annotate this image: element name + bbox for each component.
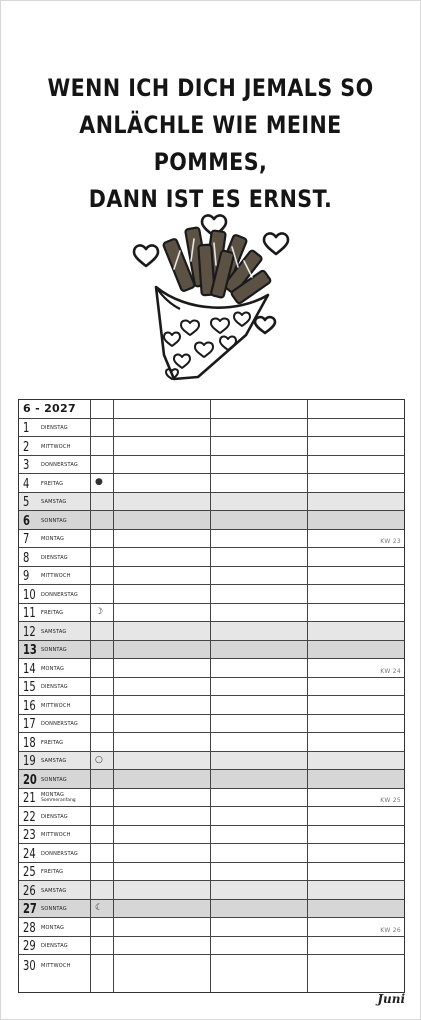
entry-cell-person-1[interactable] — [114, 678, 211, 696]
weekday-name: FREITAG — [41, 480, 64, 487]
fries-cone-with-hearts-icon — [128, 195, 298, 385]
weekday-name: MONTAG — [41, 536, 65, 542]
moon-phase-cell — [91, 604, 114, 622]
day-label-cell — [19, 696, 91, 714]
header-cell-person-3[interactable] — [308, 400, 404, 418]
moon-phase-cell — [91, 511, 114, 529]
entry-cell-person-1[interactable] — [114, 511, 211, 529]
calendar-week-label: KW 25 — [380, 797, 401, 804]
moon-phase-cell — [91, 696, 114, 714]
moon-phase-cell — [91, 715, 114, 733]
day-label-cell — [19, 918, 91, 936]
month-calendar-grid — [18, 399, 405, 993]
moon-phase-cell — [91, 733, 114, 751]
day-label-cell — [19, 844, 91, 862]
weekday-name: DONNERSTAG — [41, 591, 78, 598]
entry-cell-person-2[interactable] — [211, 548, 308, 566]
day-name-group — [41, 792, 76, 806]
day-label-cell — [19, 937, 91, 955]
day-number: 11 — [23, 606, 36, 621]
entry-cell-person-1[interactable] — [114, 937, 211, 955]
entry-cell-person-2[interactable] — [211, 844, 308, 862]
day-number: 2 — [23, 439, 30, 455]
day-label-cell — [19, 419, 91, 437]
calendar-day-row — [19, 881, 404, 900]
calendar-week-label: KW 26 — [380, 926, 401, 934]
moon-phase-icon: ○ — [95, 754, 103, 765]
entry-cell-person-1[interactable] — [114, 585, 211, 603]
entry-cell-person-1[interactable] — [114, 918, 211, 936]
moon-phase-icon: ☽ — [95, 606, 104, 617]
weekday-name: SONNTAG — [41, 647, 67, 653]
weekday-name: DONNERSTAG — [41, 462, 78, 468]
entry-cell-person-2[interactable] — [211, 955, 308, 974]
calendar-day-row — [19, 752, 404, 771]
day-number: 29 — [23, 939, 36, 954]
entry-cell-person-2[interactable] — [211, 419, 308, 437]
weekday-name: MITTWOCH — [41, 832, 71, 838]
day-label-cell — [19, 437, 91, 455]
entry-cell-person-3[interactable] — [308, 733, 404, 751]
entry-cell-person-1[interactable] — [114, 604, 211, 622]
header-cell-person-2[interactable] — [211, 400, 308, 418]
entry-cell-person-3[interactable] — [308, 678, 404, 696]
calendar-day-row — [19, 604, 404, 623]
day-label-cell — [19, 789, 91, 807]
entry-cell-person-2[interactable] — [211, 622, 308, 640]
moon-phase-cell — [91, 900, 114, 918]
day-number: 6 — [23, 513, 30, 529]
day-number: 7 — [23, 532, 30, 547]
day-label-cell — [19, 881, 91, 899]
day-number: 19 — [23, 754, 36, 769]
moon-phase-cell — [91, 474, 114, 492]
day-number: 13 — [23, 643, 37, 658]
entry-cell-person-2[interactable] — [211, 456, 308, 474]
calendar-day-row — [19, 622, 404, 641]
calendar-day-row — [19, 863, 404, 882]
day-label-cell — [19, 456, 91, 474]
entry-cell-person-3[interactable] — [308, 844, 404, 862]
entry-cell-person-3[interactable] — [308, 789, 404, 807]
weekday-name: SONNTAG — [41, 906, 67, 912]
entry-cell-person-1[interactable] — [114, 659, 211, 677]
entry-cell-person-1[interactable] — [114, 955, 211, 974]
day-number: 27 — [23, 902, 37, 917]
entry-cell-person-1[interactable] — [114, 826, 211, 844]
entry-cell-person-1[interactable] — [114, 900, 211, 918]
weekday-name: DIENSTAG — [41, 813, 68, 820]
header-cell-person-1[interactable] — [114, 400, 211, 418]
entry-cell-person-3[interactable] — [308, 659, 404, 677]
weekday-name: FREITAG — [41, 739, 64, 746]
entry-cell-person-1[interactable] — [114, 548, 211, 566]
entry-cell-person-3[interactable] — [308, 493, 404, 511]
calendar-day-row — [19, 511, 404, 530]
entry-cell-person-1[interactable] — [114, 456, 211, 474]
moon-phase-icon: ☾ — [95, 902, 104, 913]
calendar-day-row — [19, 678, 404, 697]
day-number: 17 — [23, 717, 36, 732]
moon-phase-cell — [91, 493, 114, 511]
weekday-name: DIENSTAG — [41, 425, 68, 431]
entry-cell-person-2[interactable] — [211, 696, 308, 714]
entry-cell-person-1[interactable] — [114, 733, 211, 751]
entry-cell-person-3[interactable] — [308, 715, 404, 733]
entry-cell-person-2[interactable] — [211, 826, 308, 844]
moon-phase-cell — [91, 918, 114, 936]
calendar-day-row — [19, 437, 404, 456]
calendar-day-row — [19, 900, 404, 919]
entry-cell-person-3[interactable] — [308, 585, 404, 603]
moon-phase-cell — [91, 955, 114, 974]
entry-cell-person-2[interactable] — [211, 604, 308, 622]
weekday-name: MITTWOCH — [41, 573, 71, 579]
day-number: 22 — [23, 809, 36, 825]
moon-phase-cell — [91, 826, 114, 844]
entry-cell-person-2[interactable] — [211, 678, 308, 696]
entry-cell-person-1[interactable] — [114, 641, 211, 659]
weekday-name: DIENSTAG — [41, 684, 68, 690]
day-label-cell — [19, 900, 91, 918]
calendar-day-row — [19, 696, 404, 715]
calendar-day-row — [19, 733, 404, 752]
calendar-day-row — [19, 419, 404, 438]
entry-cell-person-1[interactable] — [114, 567, 211, 585]
entry-cell-person-3[interactable] — [308, 881, 404, 899]
entry-cell-person-2[interactable] — [211, 474, 308, 492]
day-number: 28 — [23, 920, 36, 936]
day-label-cell — [19, 641, 91, 659]
entry-cell-person-2[interactable] — [211, 511, 308, 529]
weekday-name: FREITAG — [41, 869, 64, 875]
moon-phase-cell — [91, 437, 114, 455]
entry-cell-person-2[interactable] — [211, 530, 308, 548]
calendar-day-row — [19, 955, 404, 974]
entry-cell-person-2[interactable] — [211, 733, 308, 751]
day-number: 14 — [23, 661, 36, 677]
moon-phase-cell — [91, 937, 114, 955]
entry-cell-person-1[interactable] — [114, 493, 211, 511]
entry-cell-person-3[interactable] — [308, 641, 404, 659]
entry-cell-person-2[interactable] — [211, 881, 308, 899]
weekday-name: MITTWOCH — [41, 962, 71, 969]
entry-cell-person-2[interactable] — [211, 937, 308, 955]
day-number: 8 — [23, 550, 30, 566]
moon-phase-cell — [91, 419, 114, 437]
moon-phase-cell — [91, 641, 114, 659]
day-number: 16 — [23, 698, 36, 714]
day-label-cell — [19, 530, 91, 548]
moon-phase-cell — [91, 567, 114, 585]
entry-cell-person-2[interactable] — [211, 659, 308, 677]
month-label: 6 - 2027 — [19, 400, 91, 418]
day-label-cell — [19, 585, 91, 603]
day-number: 26 — [23, 883, 36, 899]
entry-cell-person-3[interactable] — [308, 511, 404, 529]
calendar-day-row — [19, 456, 404, 475]
calendar-header-row — [19, 400, 404, 419]
day-number: 20 — [23, 772, 37, 788]
calendar-day-row — [19, 826, 404, 845]
weekday-name: MITTWOCH — [41, 702, 71, 709]
calendar-day-row — [19, 844, 404, 863]
entry-cell-person-2[interactable] — [211, 585, 308, 603]
entry-cell-person-1[interactable] — [114, 696, 211, 714]
entry-cell-person-3[interactable] — [308, 696, 404, 714]
moon-phase-cell — [91, 530, 114, 548]
entry-cell-person-1[interactable] — [114, 881, 211, 899]
calendar-day-row — [19, 548, 404, 567]
entry-cell-person-2[interactable] — [211, 900, 308, 918]
day-label-cell — [19, 733, 91, 751]
day-number: 3 — [23, 458, 30, 473]
empty-moon-cell — [91, 974, 114, 993]
entry-cell-person-1[interactable] — [114, 752, 211, 770]
moon-phase-cell — [91, 807, 114, 825]
day-number: 30 — [23, 958, 36, 974]
entry-cell-person-1[interactable] — [114, 437, 211, 455]
calendar-empty-row — [19, 974, 404, 993]
calendar-day-row — [19, 918, 404, 937]
day-label-cell — [19, 511, 91, 529]
weekday-name: SONNTAG — [41, 776, 67, 783]
calendar-day-row — [19, 493, 404, 512]
weekday-name: MITTWOCH — [41, 443, 71, 450]
weekday-name: MONTAG — [41, 665, 65, 672]
entry-cell-person-3[interactable] — [308, 530, 404, 548]
weekday-name: DONNERSTAG — [41, 850, 78, 857]
entry-cell-person-3[interactable] — [308, 604, 404, 622]
moon-phase-cell — [91, 585, 114, 603]
entry-cell-person-3[interactable] — [308, 955, 404, 974]
entry-cell-person-3[interactable] — [308, 567, 404, 585]
day-number: 23 — [23, 828, 36, 843]
entry-cell-person-2[interactable] — [211, 493, 308, 511]
entry-cell-person-3[interactable] — [308, 752, 404, 770]
day-label-cell — [19, 807, 91, 825]
day-label-cell — [19, 548, 91, 566]
entry-cell-person-2[interactable] — [211, 807, 308, 825]
entry-cell-person-1[interactable] — [114, 715, 211, 733]
header-cell-moon — [91, 400, 114, 418]
entry-cell-person-3[interactable] — [308, 474, 404, 492]
entry-cell-person-3[interactable] — [308, 826, 404, 844]
entry-cell-person-1[interactable] — [114, 770, 211, 788]
weekday-name: SAMSTAG — [41, 887, 67, 894]
entry-cell-person-2[interactable] — [211, 789, 308, 807]
weekday-name: DIENSTAG — [41, 554, 68, 561]
day-label-cell — [19, 474, 91, 492]
calendar-day-row — [19, 474, 404, 493]
entry-cell-person-1[interactable] — [114, 844, 211, 862]
entry-cell-person-3[interactable] — [308, 437, 404, 455]
calendar-day-row — [19, 937, 404, 956]
moon-phase-cell — [91, 622, 114, 640]
calendar-day-row — [19, 641, 404, 660]
day-number: 5 — [23, 495, 30, 510]
moon-phase-cell — [91, 659, 114, 677]
quote-line-1: WENN ICH DICH JEMALS SO — [47, 74, 374, 102]
entry-cell-person-2[interactable] — [211, 752, 308, 770]
moon-phase-cell — [91, 678, 114, 696]
entry-cell-person-2[interactable] — [211, 437, 308, 455]
calendar-day-row — [19, 715, 404, 734]
moon-phase-cell — [91, 456, 114, 474]
entry-cell-person-2[interactable] — [211, 863, 308, 881]
entry-cell-person-3[interactable] — [308, 622, 404, 640]
empty-entry-cell[interactable] — [114, 974, 211, 993]
entry-cell-person-3[interactable] — [308, 456, 404, 474]
day-number: 25 — [23, 865, 36, 880]
entry-cell-person-3[interactable] — [308, 900, 404, 918]
quote-line-3: DANN IST ES ERNST. — [88, 185, 333, 213]
holiday-note: Sommeranfang — [41, 798, 76, 803]
entry-cell-person-2[interactable] — [211, 715, 308, 733]
entry-cell-person-3[interactable] — [308, 937, 404, 955]
day-number: 9 — [23, 569, 30, 584]
day-label-cell — [19, 659, 91, 677]
weekday-name: SAMSTAG — [41, 758, 67, 764]
day-number: 10 — [23, 587, 36, 603]
calendar-week-label: KW 23 — [380, 538, 401, 545]
calendar-day-row — [19, 585, 404, 604]
calendar-day-row — [19, 567, 404, 586]
day-label-cell — [19, 493, 91, 511]
day-number: 15 — [23, 680, 36, 695]
entry-cell-person-2[interactable] — [211, 641, 308, 659]
calendar-day-row — [19, 770, 404, 789]
entry-cell-person-2[interactable] — [211, 918, 308, 936]
entry-cell-person-1[interactable] — [114, 789, 211, 807]
day-rows — [19, 419, 404, 974]
calendar-day-row — [19, 659, 404, 678]
moon-phase-cell — [91, 548, 114, 566]
entry-cell-person-2[interactable] — [211, 567, 308, 585]
moon-phase-cell — [91, 770, 114, 788]
day-label-cell — [19, 863, 91, 881]
entry-cell-person-1[interactable] — [114, 807, 211, 825]
day-label-cell — [19, 567, 91, 585]
day-label-cell — [19, 826, 91, 844]
day-number: 4 — [23, 476, 30, 492]
empty-day-cell — [19, 974, 91, 993]
calendar-day-row — [19, 789, 404, 808]
day-number: 1 — [23, 421, 30, 436]
day-label-cell — [19, 622, 91, 640]
moon-phase-cell — [91, 863, 114, 881]
empty-entry-cell[interactable] — [211, 974, 308, 993]
entry-cell-person-1[interactable] — [114, 863, 211, 881]
weekday-name: SAMSTAG — [41, 628, 67, 635]
entry-cell-person-3[interactable] — [308, 419, 404, 437]
weekday-name: MONTAG — [41, 924, 65, 931]
day-number: 18 — [23, 735, 36, 751]
entry-cell-person-3[interactable] — [308, 807, 404, 825]
weekday-name: SONNTAG — [41, 517, 67, 524]
entry-cell-person-3[interactable] — [308, 770, 404, 788]
moon-phase-icon: ● — [95, 477, 103, 487]
weekday-name: MONTAG — [41, 792, 65, 798]
month-name-footer: Juni — [377, 992, 405, 1006]
weekday-name: SAMSTAG — [41, 499, 67, 505]
day-number: 24 — [23, 846, 36, 862]
day-label-cell — [19, 715, 91, 733]
entry-cell-person-3[interactable] — [308, 918, 404, 936]
calendar-day-row — [19, 807, 404, 826]
entry-cell-person-1[interactable] — [114, 622, 211, 640]
empty-entry-cell[interactable] — [308, 974, 404, 993]
weekday-name: DONNERSTAG — [41, 721, 78, 727]
moon-phase-cell — [91, 789, 114, 807]
entry-cell-person-1[interactable] — [114, 419, 211, 437]
entry-cell-person-3[interactable] — [308, 863, 404, 881]
entry-cell-person-1[interactable] — [114, 530, 211, 548]
day-number: 12 — [23, 624, 36, 640]
calendar-day-row — [19, 530, 404, 549]
entry-cell-person-2[interactable] — [211, 770, 308, 788]
entry-cell-person-3[interactable] — [308, 548, 404, 566]
calendar-week-label: KW 24 — [380, 667, 401, 675]
day-label-cell — [19, 678, 91, 696]
moon-phase-cell — [91, 881, 114, 899]
day-number: 21 — [23, 791, 36, 806]
moon-phase-cell — [91, 752, 114, 770]
moon-phase-cell — [91, 844, 114, 862]
day-label-cell — [19, 770, 91, 788]
day-label-cell — [19, 955, 91, 974]
weekday-name: DIENSTAG — [41, 943, 68, 949]
day-label-cell — [19, 752, 91, 770]
weekday-name: FREITAG — [41, 610, 64, 616]
entry-cell-person-1[interactable] — [114, 474, 211, 492]
quote-line-2: ANLÄCHLE WIE MEINE POMMES, — [79, 111, 342, 176]
day-label-cell — [19, 604, 91, 622]
